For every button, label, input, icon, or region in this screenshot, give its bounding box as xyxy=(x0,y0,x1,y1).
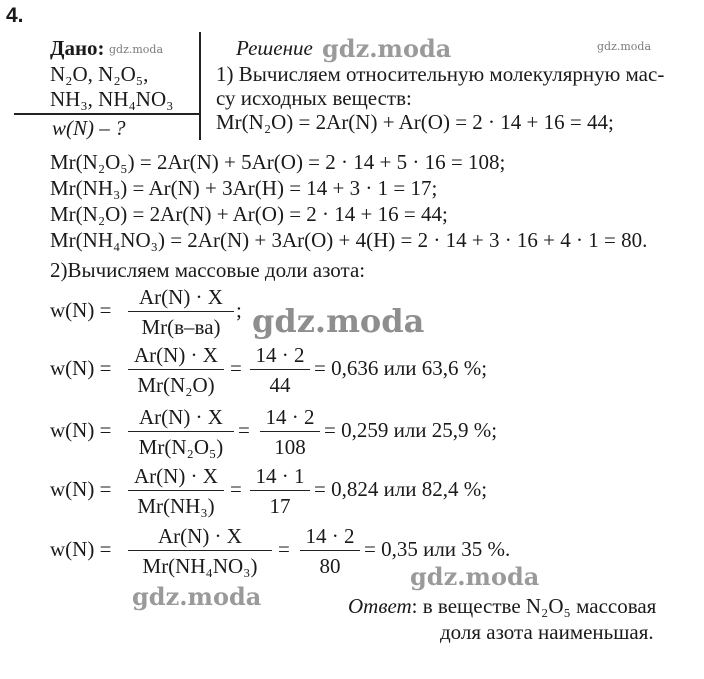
row1-eq: = xyxy=(230,356,242,380)
general-denominator: Mr(в–ва) xyxy=(141,315,221,339)
watermark-small-1: gdz.moda xyxy=(109,43,164,56)
row3-denominator: Mr(NH₃) xyxy=(137,494,215,518)
row3-numerator-2: 14 · 1 xyxy=(250,464,310,491)
step1-line-2: су исходных веществ: xyxy=(216,86,412,110)
row1-numerator: Ar(N) · X xyxy=(128,343,224,370)
row4-fraction-2 xyxy=(300,524,360,578)
row1-fraction xyxy=(128,343,224,397)
watermark-lower-right: gdz.moda xyxy=(410,562,540,591)
problem-number: 4. xyxy=(6,4,24,27)
row2-numerator-2: 14 · 2 xyxy=(260,405,320,432)
row4-eq: = xyxy=(278,537,290,561)
mr-line-2: Mr(N₂O₅) = 2Ar(N) + 5Ar(O) = 2 · 14 + 5 · 16 = 108; xyxy=(50,150,506,174)
given-title: Дано: xyxy=(50,36,105,60)
given-divider xyxy=(14,113,200,115)
watermark-center: gdz.moda xyxy=(252,302,425,340)
row3-numerator: Ar(N) · X xyxy=(128,464,224,491)
row4-denominator: Mr(NH₄NO₃) xyxy=(142,554,258,578)
mr-line-4: Mr(N₂O) = 2Ar(N) + Ar(O) = 2 · 14 + 16 = 44; xyxy=(50,202,448,226)
mr-line-3: Mr(NH₃) = Ar(N) + 3Ar(H) = 14 + 3 · 1 = 17; xyxy=(50,176,438,200)
given-find: w(N) – ? xyxy=(52,116,126,140)
mr-line-1: Mr(N₂O) = 2Ar(N) + Ar(O) = 2 · 14 + 16 = 44; xyxy=(216,110,614,134)
general-tail: ; xyxy=(236,298,242,322)
watermark-header: gdz.moda xyxy=(322,34,452,63)
row3-result: = 0,824 или 82,4 %; xyxy=(314,477,488,501)
row2-fraction-2 xyxy=(260,405,320,459)
general-lhs: w(N) = xyxy=(50,298,112,322)
row4-numerator-2: 14 · 2 xyxy=(300,524,360,551)
step2-heading: 2)Вычисляем массовые доли азота: xyxy=(50,258,366,282)
row2-fraction xyxy=(128,405,234,459)
row2-lhs: w(N) = xyxy=(50,418,112,442)
row2-result: = 0,259 или 25,9 %; xyxy=(324,418,498,442)
answer-line-2: доля азота наименьшая. xyxy=(440,620,654,644)
row3-denominator-2: 17 xyxy=(269,494,291,518)
watermark-small-2: gdz.moda xyxy=(597,40,652,53)
row2-numerator: Ar(N) · X xyxy=(128,405,234,432)
row1-result: = 0,636 или 63,6 %; xyxy=(314,356,488,380)
row2-denominator-2: 108 xyxy=(274,435,306,459)
row4-lhs: w(N) = xyxy=(50,537,112,561)
row2-denominator: Mr(N₂O₅) xyxy=(138,435,224,459)
mr-line-5: Mr(NH₄NO₃) = 2Ar(N) + 3Ar(O) + 4(H) = 2 · 14 + 3 · 16 + 4 · 1 = 80. xyxy=(50,228,648,252)
row4-result: = 0,35 или 35 %. xyxy=(364,537,511,561)
row4-fraction xyxy=(128,524,272,578)
given-line-2: NH₃, NH₄NO₃ xyxy=(50,87,174,111)
watermark-lower-left: gdz.moda xyxy=(132,582,262,611)
row1-denominator: Mr(N₂O) xyxy=(137,373,215,397)
given-vertical-divider xyxy=(199,32,201,140)
answer-line-1 xyxy=(348,594,656,618)
row3-fraction-2 xyxy=(250,464,310,518)
general-fraction xyxy=(128,285,234,339)
row3-fraction xyxy=(128,464,224,518)
row1-lhs: w(N) = xyxy=(50,356,112,380)
answer-text-1: : в веществе N₂O₅ массовая xyxy=(411,594,657,618)
row1-denominator-2: 44 xyxy=(269,373,291,397)
row4-denominator-2: 80 xyxy=(319,554,341,578)
step1-line-1: 1) Вычисляем относительную молекулярную мас- xyxy=(216,62,665,86)
row1-fraction-2 xyxy=(250,343,310,397)
row4-numerator: Ar(N) · X xyxy=(128,524,272,551)
row2-eq: = xyxy=(238,418,250,442)
row3-lhs: w(N) = xyxy=(50,477,112,501)
row3-eq: = xyxy=(230,477,242,501)
solution-heading: Решение xyxy=(236,36,313,60)
answer-label: Ответ xyxy=(348,594,412,618)
given-line-1: N₂O, N₂O₅, xyxy=(50,62,149,86)
general-numerator: Ar(N) · X xyxy=(128,285,234,312)
row1-numerator-2: 14 · 2 xyxy=(250,343,310,370)
